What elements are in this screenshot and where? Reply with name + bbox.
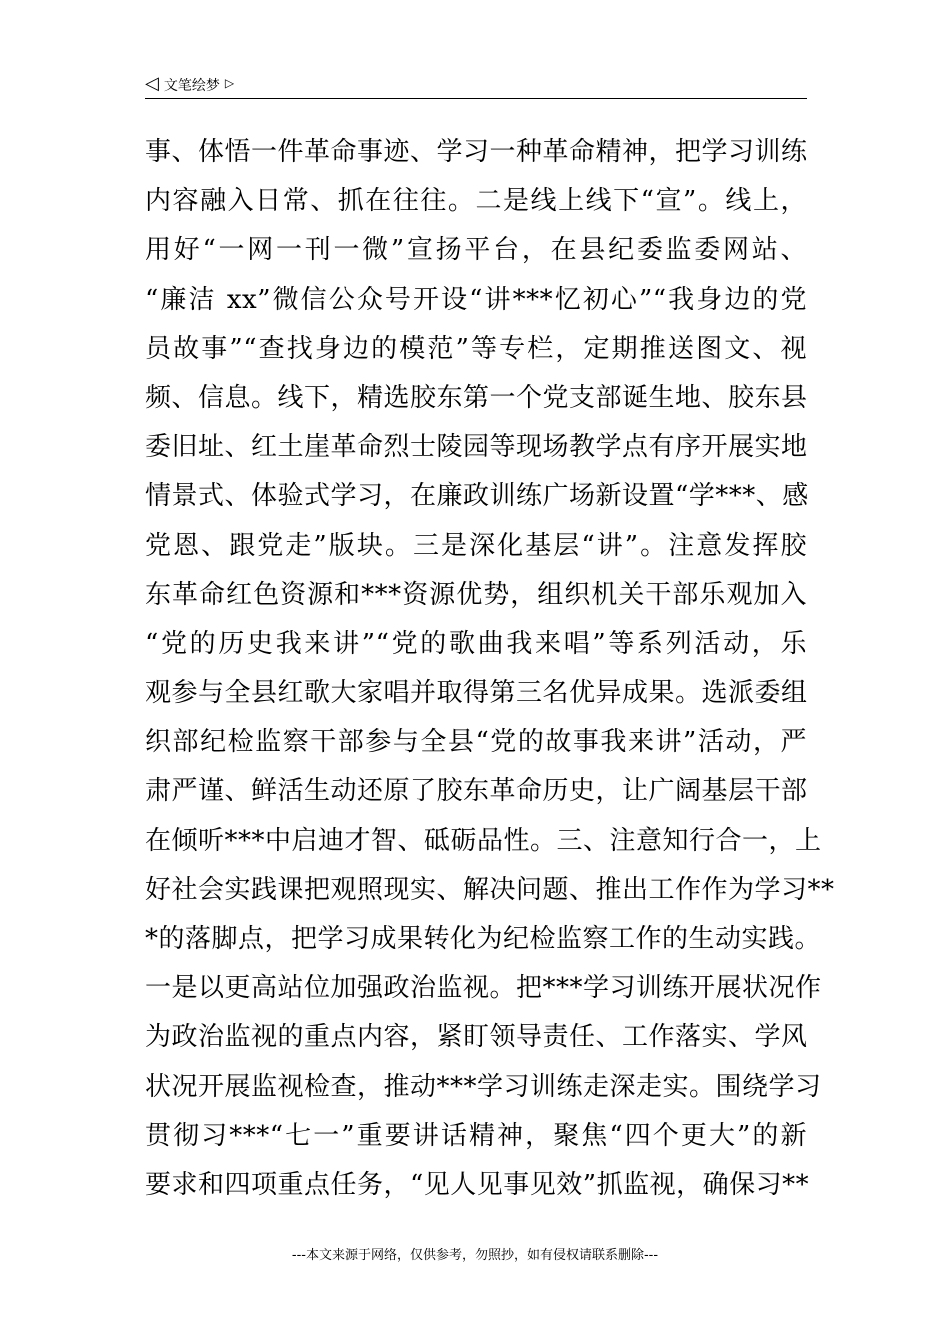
text-line: 肃严谨、鲜活生动还原了胶东革命历史，让广阔基层干部 (145, 776, 808, 807)
text-line: 观参与全县红歌大家唱并取得第三名优异成果。选派委组 (145, 678, 808, 709)
text-line: 党恩、跟党走”版块。三是深化基层“讲”。注意发挥胶 (145, 530, 807, 561)
text-line: 状况开展监视检查，推动***学习训练走深走实。围绕学习 (145, 1071, 822, 1102)
text-line: 内容融入日常、抓在往往。二是线上线下“宣”。线上， (145, 186, 807, 217)
text-line: 织部纪检监察干部参与全县“党的故事我来讲”活动，严 (145, 727, 807, 758)
text-line: 好社会实践课把观照现实、解决问题、推出工作作为学习** (145, 874, 835, 905)
text-line: 东革命红色资源和***资源优势，组织机关干部乐观加入 (145, 579, 807, 610)
page-header (145, 72, 807, 99)
text-line: “廉洁 xx”微信公众号开设“讲***忆初心”“我身边的党 (145, 284, 807, 315)
text-line: 为政治监视的重点内容，紧盯领导责任、工作落实、学风 (145, 1022, 808, 1053)
text-line: 要求和四项重点任务，“见人见事见效”抓监视，确保习** (145, 1169, 810, 1200)
text-line: 一是以更高站位加强政治监视。把***学习训练开展状况作 (145, 973, 822, 1004)
text-line: 委旧址、红土崖革命烈士陵园等现场教学点有序开展实地 (145, 432, 808, 463)
text-line: 在倾听***中启迪才智、砥砺品性。三、注意知行合一，上 (145, 825, 822, 856)
text-line: 事、体悟一件革命事迹、学习一种革命精神，把学习训练 (145, 137, 808, 167)
text-line: 贯彻习***“七一”重要讲话精神，聚焦“四个更大”的新 (145, 1120, 807, 1151)
body-text (145, 128, 835, 1210)
triangle-right-icon: ▷ (224, 76, 235, 90)
text-line: 频、信息。线下，精选胶东第一个党支部诞生地、胶东县 (145, 382, 808, 413)
text-line: 员故事”“查找身边的模范”等专栏，定期推送图文、视 (145, 333, 807, 364)
triangle-left-icon: ◁ (145, 73, 159, 94)
text-line: 情景式、体验式学习，在廉政训练广场新设置“学***、感 (145, 481, 809, 512)
text-line: 用好“一网一刊一微”宣扬平台，在县纪委监委网站、 (145, 235, 807, 266)
text-line: “党的历史我来讲”“党的歌曲我来唱”等系列活动，乐 (145, 628, 807, 659)
header-title: 文笔绘梦 (163, 78, 220, 94)
page-footer: ---本文来源于网络，仅供参考，勿照抄，如有侵权请联系删除--- (291, 1248, 659, 1263)
text-line: *的落脚点，把学习成果转化为纪检监察工作的生动实践。 (145, 924, 822, 954)
